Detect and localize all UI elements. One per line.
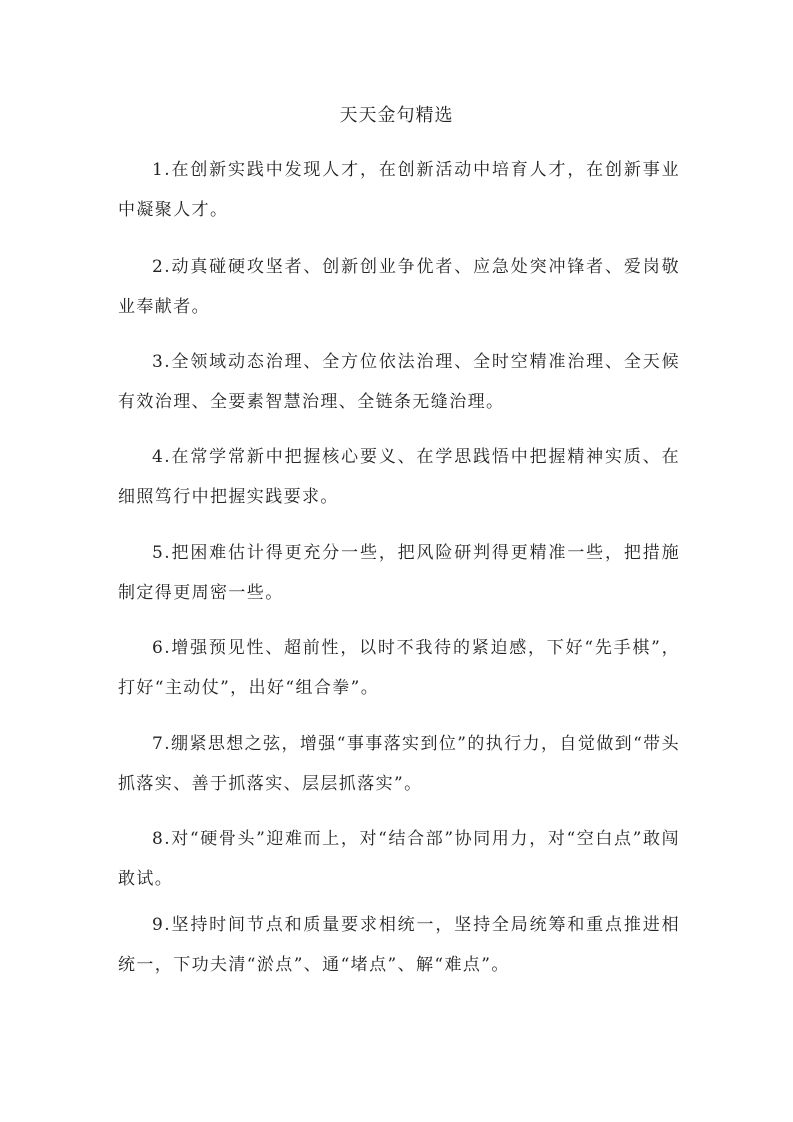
quote-item-7: 7.绷紧思想之弦，增强“事事落实到位”的执行力，自觉做到“带头抓落实、善于抓落实、层层抓落实”。 [118,734,680,794]
quote-item-9: 9.坚持时间节点和质量要求相统一，坚持全局统筹和重点推进相统一，下功夫清“淤点”、通“堵点”、解“难点”。 [118,915,680,975]
quote-item-8: 8.对“硬骨头”迎难而上，对“结合部”协同用力，对“空白点”敢闯敢试。 [118,829,680,889]
quote-item-4: 4.在常学常新中把握核心要义、在学思践悟中把握精神实质、在细照笃行中把握实践要求。 [118,447,680,507]
quote-item-3: 3.全领域动态治理、全方位依法治理、全时空精准治理、全天候有效治理、全要素智慧治理、全链条无缝治理。 [118,352,680,412]
quote-item-6: 6.增强预见性、超前性，以时不我待的紧迫感，下好“先手棋”，打好“主动仗”，出好“组合拳”。 [118,638,680,698]
document-title: 天天金句精选 [339,105,454,126]
quote-item-5: 5.把困难估计得更充分一些，把风险研判得更精准一些，把措施制定得更周密一些。 [118,543,680,603]
quote-item-1: 1.在创新实践中发现人才，在创新活动中培育人才，在创新事业中凝聚人才。 [118,160,680,220]
quote-item-2: 2.动真碰硬攻坚者、创新创业争优者、应急处突冲锋者、爱岗敬业奉献者。 [118,257,680,317]
